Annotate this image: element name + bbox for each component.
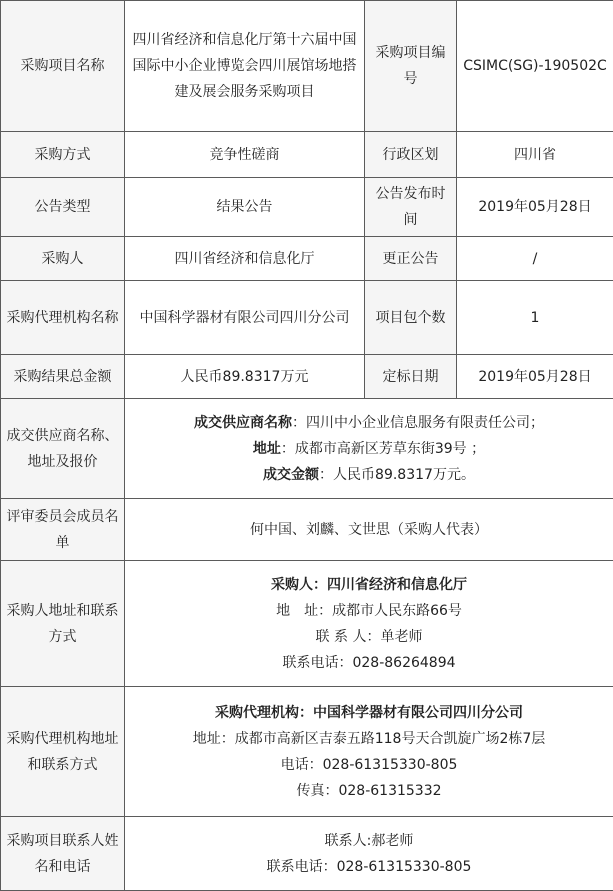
publish-date-label: 公告发布时间 [365,178,457,237]
method-value: 竞争性磋商 [125,132,365,178]
row-purchaser-contact [1,561,613,687]
project-contact-label: 采购项目联系人姓名和电话 [1,817,125,891]
region-label: 行政区划 [365,132,457,178]
purchaser-contact-label: 采购人地址和联系方式 [1,561,125,687]
committee-label: 评审委员会成员名单 [1,499,125,561]
agency-value: 中国科学器材有限公司四川分公司 [125,281,365,355]
notice-type-label: 公告类型 [1,178,125,237]
row-supplier [1,399,613,499]
row-method [1,132,613,178]
row-notice-type [1,178,613,237]
package-count-value: 1 [457,281,613,355]
correction-label: 更正公告 [365,237,457,281]
supplier-name-value: ：四川中小企业信息服务有限责任公司； [292,414,544,431]
agency-contact-details [125,687,613,817]
supplier-name-line [129,410,609,436]
purchaser-contact-address: 地 址：成都市人民东路66号 [276,602,462,619]
purchaser-contact-phone: 联系电话：028-86264894 [282,654,456,671]
method-label: 采购方式 [1,132,125,178]
project-contact-phone: 联系电话：028-61315330-805 [266,858,472,875]
agency-contact-label: 采购代理机构地址和联系方式 [1,687,125,817]
purchaser-contact-title: 采购人：四川省经济和信息化厅 [271,576,467,593]
agency-contact-phone: 电话：028-61315330-805 [280,756,458,773]
project-number-label: 采购项目编号 [365,1,457,132]
purchaser-contact-details [125,561,613,687]
total-amount-value: 人民币89.8317万元 [125,355,365,399]
supplier-label: 成交供应商名称、地址及报价 [1,399,125,499]
agency-label: 采购代理机构名称 [1,281,125,355]
row-project-name [1,1,613,132]
correction-value: / [457,237,613,281]
region-value: 四川省 [457,132,613,178]
award-date-label: 定标日期 [365,355,457,399]
award-date-value: 2019年05月28日 [457,355,613,399]
row-agency-contact [1,687,613,817]
total-amount-label: 采购结果总金额 [1,355,125,399]
supplier-amount-label: 成交金额 [263,466,320,483]
agency-contact-title: 采购代理机构：中国科学器材有限公司四川分公司 [215,704,523,721]
purchaser-label: 采购人 [1,237,125,281]
row-agency [1,281,613,355]
supplier-address-line [129,436,609,462]
supplier-address-value: ：成都市高新区芳草东街39号 ； [280,440,486,457]
project-name-value: 四川省经济和信息化厅第十六届中国国际中小企业博览会四川展馆场地搭建及展会服务采购项目 [125,1,365,132]
agency-contact-address: 地址：成都市高新区吉泰五路118号天合凯旋广场2栋7层 [192,730,546,747]
project-contact-details [125,817,613,891]
project-name-label: 采购项目名称 [1,1,125,132]
supplier-address-label: 地址 [252,440,281,457]
project-contact-person: 联系人:郝老师 [324,832,414,849]
supplier-amount-value: ：人民币89.8317万元。 [319,466,475,483]
notice-type-value: 结果公告 [125,178,365,237]
purchaser-value: 四川省经济和信息化厅 [125,237,365,281]
purchaser-contact-person: 联 系 人：单老师 [315,628,423,645]
supplier-amount-line [129,462,609,488]
package-count-label: 项目包个数 [365,281,457,355]
row-purchaser [1,237,613,281]
supplier-name-label: 成交供应商名称 [194,414,292,431]
publish-date-value: 2019年05月28日 [457,178,613,237]
supplier-details [125,399,613,499]
committee-value: 何中国、刘麟、文世思（采购人代表） [125,499,613,561]
agency-contact-fax: 传真：028-61315332 [296,782,442,799]
row-total [1,355,613,399]
project-number-value: CSIMC(SG)-190502C [457,1,613,132]
row-committee [1,499,613,561]
row-project-contact [1,817,613,891]
